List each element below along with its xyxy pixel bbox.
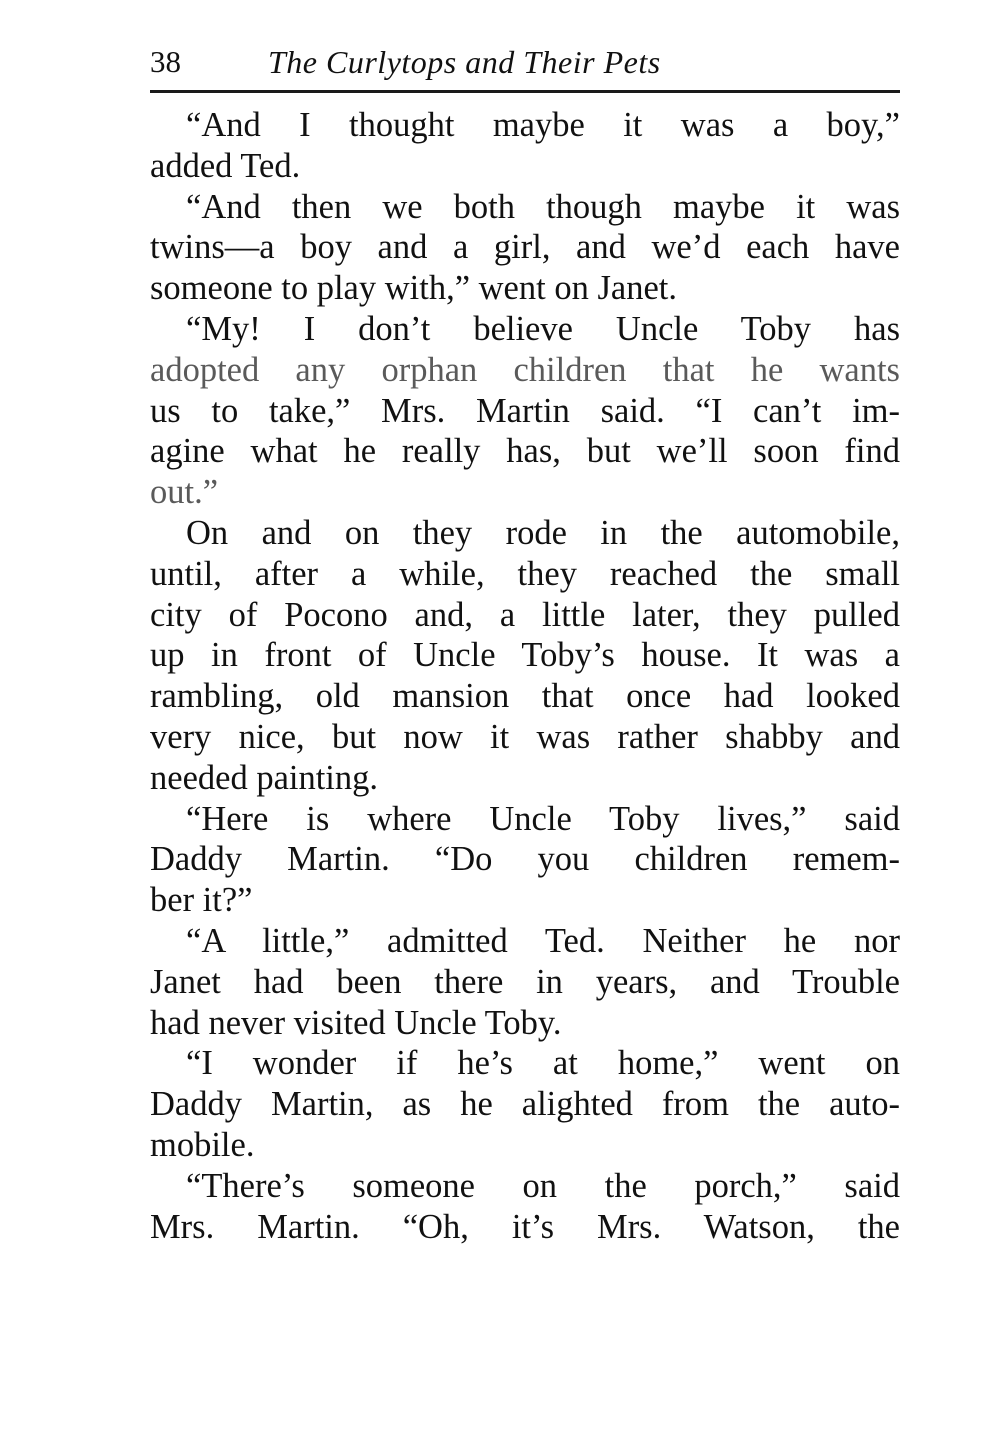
text-line: ber it?” bbox=[150, 881, 253, 920]
text-line: Janet had been there in years, and Trouble bbox=[150, 962, 900, 1001]
text-line: someone to play with,” went on Janet. bbox=[150, 269, 677, 308]
text-line: adopted any orphan children that he wants bbox=[150, 350, 900, 389]
text-line: added Ted. bbox=[150, 146, 301, 185]
body-text bbox=[150, 105, 900, 1247]
text-line: “Here is where Uncle Toby lives,” said bbox=[186, 799, 900, 838]
page-number: 38 bbox=[150, 44, 181, 79]
text-line: “And then we both though maybe it was bbox=[186, 187, 900, 226]
text-line: “And I thought maybe it was a boy,” bbox=[186, 106, 900, 144]
text-line: us to take,” Mrs. Martin said. “I can’t im- bbox=[150, 391, 900, 430]
paragraph bbox=[150, 799, 900, 921]
text-line: twins—a boy and a girl, and we’d each have bbox=[150, 228, 900, 267]
paragraph bbox=[150, 309, 900, 513]
text-line: rambling, old mansion that once had looked bbox=[150, 677, 900, 716]
text-line: very nice, but now it was rather shabby and bbox=[150, 717, 900, 756]
text-line: Mrs. Martin. “Oh, it’s Mrs. Watson, the bbox=[150, 1207, 900, 1246]
running-title: The Curlytops and Their Pets bbox=[268, 44, 661, 80]
text-line: Daddy Martin. “Do you children remem- bbox=[150, 840, 900, 879]
page-header bbox=[150, 40, 900, 93]
paragraph bbox=[150, 513, 900, 799]
paragraph bbox=[150, 1043, 900, 1165]
text-line: out.” bbox=[150, 473, 219, 512]
text-line: needed painting. bbox=[150, 758, 379, 797]
text-line: “I wonder if he’s at home,” went on bbox=[186, 1044, 900, 1083]
text-line: On and on they rode in the automobile, bbox=[186, 513, 900, 552]
book-page bbox=[150, 40, 900, 1247]
text-line: “There’s someone on the porch,” said bbox=[186, 1166, 900, 1205]
paragraph bbox=[150, 187, 900, 309]
text-line: “A little,” admitted Ted. Neither he nor bbox=[186, 921, 900, 960]
paragraph bbox=[150, 1166, 900, 1248]
text-line: city of Pocono and, a little later, they pulled bbox=[150, 595, 900, 634]
text-line: mobile. bbox=[150, 1125, 255, 1164]
text-line: agine what he really has, but we’ll soon find bbox=[150, 432, 900, 471]
paragraph bbox=[150, 921, 900, 1043]
text-line: up in front of Uncle Toby’s house. It was a bbox=[150, 636, 900, 675]
text-line: had never visited Uncle Toby. bbox=[150, 1003, 562, 1042]
paragraph bbox=[150, 105, 900, 187]
text-line: until, after a while, they reached the small bbox=[150, 554, 900, 593]
text-line: Daddy Martin, as he alighted from the auto- bbox=[150, 1085, 900, 1124]
text-line: “My! I don’t believe Uncle Toby has bbox=[186, 309, 900, 348]
